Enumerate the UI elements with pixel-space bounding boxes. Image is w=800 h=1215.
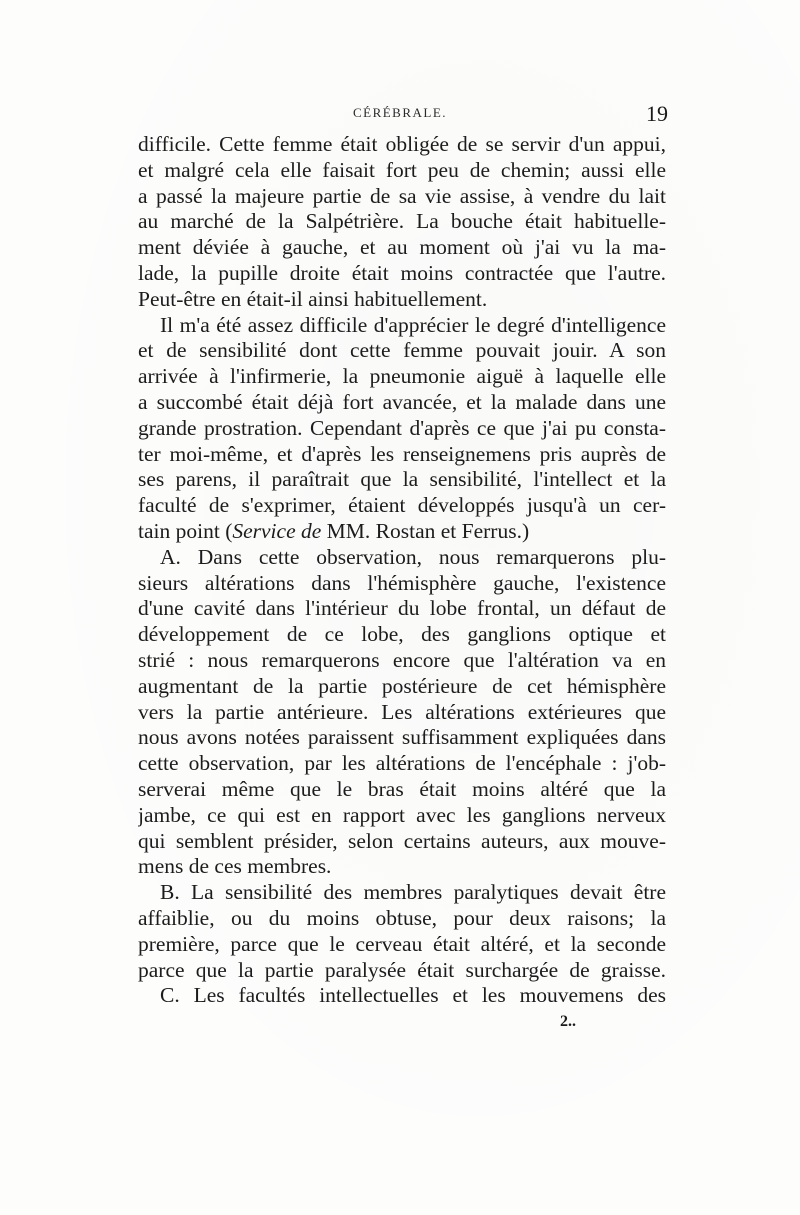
citation-open-paren: (	[225, 518, 233, 543]
text-line: arrivée à l'infirmerie, la pneumonie aiguë à laquelle elle	[138, 364, 666, 389]
text-line: ses parens, il paraîtrait que la sensibilité, l'intellect et la	[138, 467, 666, 492]
text-line: C. Les facultés intellectuelles et les mouvemens des	[160, 983, 666, 1008]
text-line: affaiblie, ou du moins obtuse, pour deux raisons; la	[138, 905, 666, 930]
signature-mark: 2..	[560, 1013, 576, 1030]
citation-italic: Service de	[232, 518, 322, 543]
text-line: a passé la majeure partie de sa vie assise, à vendre du lait	[138, 183, 666, 208]
text-line: A. Dans cette observation, nous remarquerons plu-	[160, 544, 666, 569]
citation-rest: MM. Rostan et Ferrus.)	[321, 518, 530, 543]
text-line: faculté de s'exprimer, étaient développés jusqu'à un cer-	[138, 493, 666, 518]
text-line: difficile. Cette femme était obligée de se servir d'un appui,	[138, 132, 666, 156]
text-line: qui semblent présider, selon certains auteurs, aux mouve-	[138, 828, 666, 853]
text-line: sieurs altérations dans l'hémisphère gauche, l'existence	[138, 570, 666, 595]
text-line: Peut-être en était-il ainsi habituellement.	[138, 286, 488, 311]
text-line: augmentant de la partie postérieure de cet hémisphère	[138, 673, 666, 698]
text-line: a succombé était déjà fort avancée, et la malade dans une	[138, 389, 666, 414]
text-line: et malgré cela elle faisait fort peu de chemin; aussi elle	[138, 157, 666, 182]
text-line: et de sensibilité dont cette femme pouvait jouir. A son	[138, 338, 666, 363]
text-line: serverai même que le bras était moins altéré que la	[138, 776, 666, 801]
text-line: développement de ce lobe, des ganglions optique et	[138, 622, 666, 647]
text-line: strié : nous remarquerons encore que l'altération va en	[138, 647, 666, 672]
running-title: CÉRÉBRALE.	[352, 105, 448, 120]
text-line: d'une cavité dans l'intérieur du lobe frontal, un défaut de	[138, 596, 666, 621]
body-text	[138, 132, 666, 1009]
text-line: mens de ces membres.	[138, 854, 332, 879]
page-number: 19	[646, 101, 668, 126]
text-line: lade, la pupille droite était moins contractée que l'autre.	[138, 260, 666, 285]
text-line: grande prostration. Cependant d'après ce que j'ai pu consta-	[138, 415, 666, 440]
text-line: jambe, ce qui est en rapport avec les ganglions nerveux	[138, 802, 666, 827]
text-line: au marché de la Salpétrière. La bouche était habituelle-	[138, 209, 666, 234]
text-line: nous avons notées paraissent suffisamment expliquées dans	[138, 725, 666, 750]
text-line: Il m'a été assez difficile d'apprécier le degré d'intelligence	[160, 312, 666, 337]
running-head	[140, 101, 668, 129]
text-line-with-citation	[138, 519, 666, 545]
text-line: vers la partie antérieure. Les altérations extérieures que	[138, 699, 666, 724]
text-fragment: tain point	[138, 518, 220, 543]
text-line: ter moi-même, et d'après les renseignemens pris auprès de	[138, 441, 666, 466]
text-line: première, parce que le cerveau était altéré, et la seconde	[138, 931, 666, 956]
text-line: B. La sensibilité des membres paralytiques devait être	[160, 880, 666, 905]
text-line: ment déviée à gauche, et au moment où j'ai vu la ma-	[138, 235, 666, 260]
text-line: parce que la partie paralysée était surchargée de graisse.	[138, 957, 666, 982]
text-line: cette observation, par les altérations de l'encéphale : j'ob-	[138, 751, 666, 776]
